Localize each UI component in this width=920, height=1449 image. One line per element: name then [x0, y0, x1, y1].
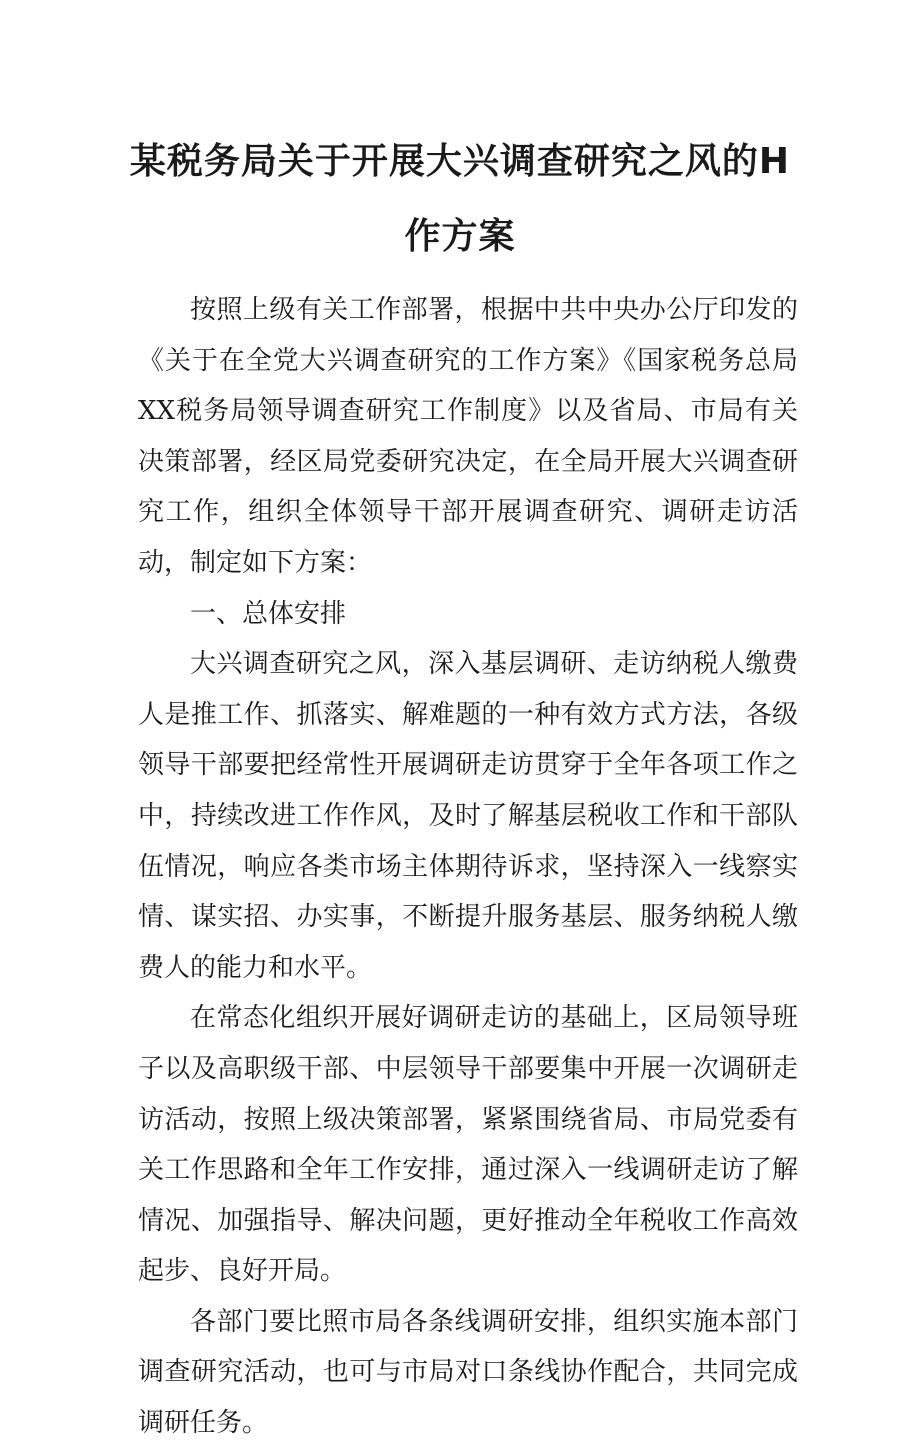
document-title-line-2: 作方案: [404, 216, 516, 257]
section-heading-overall-arrangement: 一、总体安排: [190, 598, 347, 629]
paragraph-intro: 按照上级有关工作部署，根据中共中央办公厅印发的《关于在全党大兴调查研究的工作方案》《国家税务总局XX税务局领导调查研究工作制度》以及省局、市局有关决策部署，经区局党委研究决定，在全局开展大兴调查研究工作，组织全体领导干部开展调查研究、调研走访活动，制定如下方案：: [138, 295, 798, 578]
paragraph-leadership-visits: 在常态化组织开展好调研走访的基础上，区局领导班子以及高职级干部、中层领导干部要集中开展一次调研走访活动，按照上级决策部署，紧紧围绕省局、市局党委有关工作思路和全年工作安排，通过深入一线调研走访了解情况、加强指导、解决问题，更好推动全年税收工作高效起步、良好开局。: [138, 1003, 798, 1287]
paragraph-research-style: 大兴调查研究之风，深入基层调研、走访纳税人缴费人是推工作、抓落实、解难题的一种有效方式方法，各级领导干部要把经常性开展调研走访贯穿于全年各项工作之中，持续改进工作作风，及时了解基层税收工作和干部队伍情况，响应各类市场主体期待诉求，坚持深入一线察实情、谋实招、办实事，不断提升服务基层、服务纳税人缴费人的能力和水平。: [138, 649, 798, 983]
document-body: [138, 285, 798, 1449]
paragraph-department-activities: 各部门要比照市局各条线调研安排，组织实施本部门调查研究活动，也可与市局对口条线协作配合，共同完成调研任务。: [138, 1306, 798, 1439]
document-title-line-1: 某税务局关于开展大兴调查研究之风的H: [129, 141, 791, 182]
